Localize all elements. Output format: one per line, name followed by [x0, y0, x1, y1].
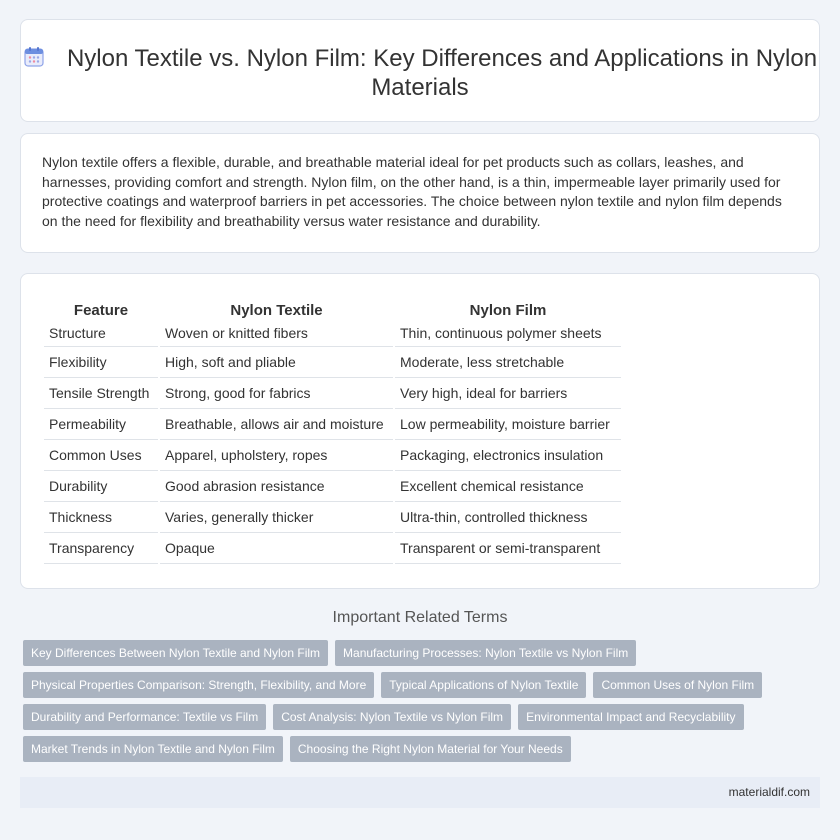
related-terms-row [20, 640, 820, 672]
related-terms-row [20, 704, 820, 736]
table-cell: Opaque [160, 533, 393, 564]
column-header-nylon-textile: Nylon Textile [230, 302, 323, 319]
page-title-wrap [21, 44, 819, 102]
table-cell: Permeability [44, 409, 158, 440]
footer-site-link[interactable]: materialdif.com [728, 785, 810, 799]
footer [20, 777, 820, 808]
column-header-nylon-film: Nylon Film [469, 302, 547, 319]
table-row [44, 409, 621, 440]
table-cell: Woven or knitted fibers [160, 319, 393, 347]
related-terms-row [20, 736, 820, 768]
related-term-tag[interactable]: Physical Properties Comparison: Strength, Flexibility, and More [23, 672, 374, 698]
related-term-tag[interactable]: Manufacturing Processes: Nylon Textile vs Nylon Film [335, 640, 636, 666]
related-term-tag[interactable]: Typical Applications of Nylon Textile [381, 672, 586, 698]
table-row [44, 319, 621, 347]
calendar-icon [23, 46, 45, 68]
table-row [44, 502, 621, 533]
table-cell: Common Uses [44, 440, 158, 471]
related-term-tag[interactable]: Cost Analysis: Nylon Textile vs Nylon Film [273, 704, 511, 730]
table-cell: High, soft and pliable [160, 347, 393, 378]
table-cell: Strong, good for fabrics [160, 378, 393, 409]
related-term-tag[interactable]: Choosing the Right Nylon Material for Your Needs [290, 736, 571, 762]
header-card [20, 19, 820, 122]
table-cell: Low permeability, moisture barrier [395, 409, 621, 440]
table-cell: Thin, continuous polymer sheets [395, 319, 621, 347]
table-cell: Transparent or semi-transparent [395, 533, 621, 564]
page-title: Nylon Textile vs. Nylon Film: Key Differences and Applications in Nylon Materials [66, 45, 818, 101]
table-cell: Structure [44, 319, 158, 347]
table-cell: Packaging, electronics insulation [395, 440, 621, 471]
related-term-tag[interactable]: Market Trends in Nylon Textile and Nylon Film [23, 736, 283, 762]
table-cell: Good abrasion resistance [160, 471, 393, 502]
column-header-feature: Feature [73, 302, 129, 319]
related-terms [20, 640, 820, 768]
comparison-table [42, 295, 623, 564]
table-row [44, 347, 621, 378]
related-term-tag[interactable]: Key Differences Between Nylon Textile and Nylon Film [23, 640, 328, 666]
related-term-tag[interactable]: Durability and Performance: Textile vs Film [23, 704, 266, 730]
table-cell: Tensile Strength [44, 378, 158, 409]
table-cell: Flexibility [44, 347, 158, 378]
table-cell: Durability [44, 471, 158, 502]
table-row [44, 471, 621, 502]
table-cell: Varies, generally thicker [160, 502, 393, 533]
summary-text: Nylon textile offers a flexible, durable, and breathable material ideal for pet products such as collars, leashes, and harnesses, providing comfort and strength. Nylon film, on the other hand, is a thin, impermeable layer primarily used for protective coatings and waterproof barriers in pet accessories. The choice between nylon textile and nylon film depends on the need for flexibility and breathability versus water resistance and durability. [42, 154, 782, 229]
related-term-tag[interactable]: Environmental Impact and Recyclability [518, 704, 743, 730]
table-cell: Thickness [44, 502, 158, 533]
summary-card [20, 133, 820, 253]
table-row [44, 378, 621, 409]
table-cell: Excellent chemical resistance [395, 471, 621, 502]
table-row [44, 440, 621, 471]
related-terms-title: Important Related Terms [332, 609, 508, 626]
table-cell: Apparel, upholstery, ropes [160, 440, 393, 471]
table-row [44, 533, 621, 564]
related-term-tag[interactable]: Common Uses of Nylon Film [593, 672, 762, 698]
table-header-row [44, 295, 621, 319]
table-cell: Moderate, less stretchable [395, 347, 621, 378]
comparison-card [20, 273, 820, 589]
related-terms-row [20, 672, 820, 704]
table-cell: Very high, ideal for barriers [395, 378, 621, 409]
table-cell: Breathable, allows air and moisture [160, 409, 393, 440]
table-cell: Ultra-thin, controlled thickness [395, 502, 621, 533]
table-cell: Transparency [44, 533, 158, 564]
